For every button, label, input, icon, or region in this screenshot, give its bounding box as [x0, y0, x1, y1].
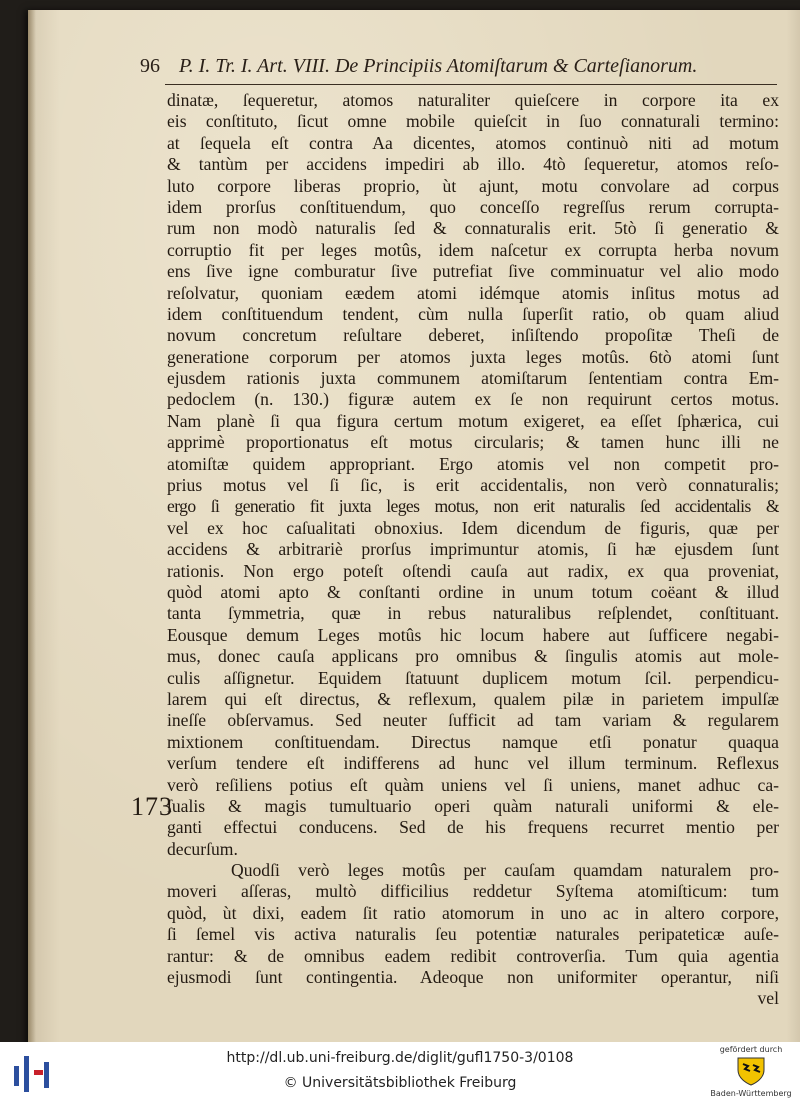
page-number: 96	[140, 55, 160, 77]
text-line: mus, donec cauſa applicans pro omnibus & ſingulis atomis aut mole-	[167, 646, 779, 667]
text-line: ejusmodi ſunt contingentia. Adeoque non uniformiter operantur, niſi	[167, 967, 779, 988]
text-line: eis conſtituto, ſicut omne mobile quieſcit in ſuo connaturali termino:	[167, 111, 779, 132]
text-line: & tantùm per accidens impediri ab illo. 4tò ſequeretur, atomos reſo-	[167, 154, 779, 175]
copyright-text: © Universitätsbibliothek Freiburg	[283, 1075, 517, 1091]
text-line: novum concretum reſultare deberet, inſiſtendo propoſitæ Theſi de	[167, 325, 779, 346]
page-gutter-shadow	[28, 10, 36, 1042]
text-line: atomiſtæ quidem appropriant. Ergo atomis vel non competit pro-	[167, 453, 779, 474]
body-text	[167, 90, 779, 1010]
text-line: luto corpore liberas proprio, ùt ajunt, motu convolare ad corpus	[167, 175, 779, 196]
text-line: generatione corporum per atomos juxta leges motûs. 6tò atomi ſunt	[167, 346, 779, 367]
text-line: culis aſſignetur. Equidem ſtatuunt duplicem motum ſcil. perpendicu-	[167, 667, 779, 688]
text-line: idem prorſus conſtituendum, quo conceſſo regreſſus rerum corrupta-	[167, 196, 779, 217]
state-crest-icon	[734, 1056, 768, 1086]
text-line: ergo ſi generatio fit juxta leges motus, non erit naturalis ſed accidentalis &	[167, 496, 779, 517]
text-line: decurſum.	[167, 838, 238, 859]
sponsor-label: gefördert durch	[719, 1045, 783, 1054]
text-line: ſi ſemel vis activa naturalis ſeu potentiæ naturales peripateticæ auſe-	[167, 924, 779, 945]
sponsor-name: Baden-Württemberg	[710, 1089, 792, 1098]
text-line: pedoclem (n. 130.) figuræ autem ex ſe non requirunt certos motus.	[167, 389, 779, 410]
text-line: rationis. Non ergo poteſt oſtendi cauſa aut radix, ex qua proveniat,	[167, 560, 779, 581]
running-title: P. I. Tr. I. Art. VIII. De Principiis Atomiſtarum & Carteſianorum.	[179, 55, 698, 77]
text-line: corruptio fit per leges motûs, idem naſcetur ex corrupta herba novum	[167, 239, 779, 260]
paragraph-first-line: Quodſi verò leges motûs per cauſam quamdam naturalem pro-	[231, 860, 779, 881]
text-line: rum non modò naturalis ſed & connaturalis erit. 5tò ſi generatio &	[167, 218, 779, 239]
text-line: idem conſtituendum tendent, cùm nulla ſuperſit ratio, ob quam aliud	[167, 303, 779, 324]
text-line: larem qui eſt directus, & reflexum, qualem pilæ in parietem impulſæ	[167, 688, 779, 709]
text-line: verſum tendere eſt indifferens ad hunc vel illum terminum. Reflexus	[167, 753, 779, 774]
running-head	[140, 55, 780, 87]
text-line: moveri aſſeras, multò difficilius reddetur Syſtema atomiſticum: tum	[167, 881, 779, 902]
text-line: vel ex hoc caſualitati obnoxius. Idem dicendum de figuris, quæ per	[167, 517, 779, 538]
text-line: ejusdem rationis juxta communem atomiſtarum ſententiam contra Em-	[167, 368, 779, 389]
source-url-link[interactable]: http://dl.ub.uni-freiburg.de/diglit/gufl1750-3/0108	[226, 1050, 574, 1066]
text-line: tanta ſymmetria, quæ in rebus naturalibus reſplendet, conſtituant.	[167, 603, 779, 624]
header-rule	[165, 84, 777, 85]
text-line: Eousque demum Leges motûs hic locum habere aut ſufficere negabi-	[167, 624, 779, 645]
text-line: mixtionem conſtituendam. Directus namque etſi ponatur quaqua	[167, 731, 779, 752]
text-line: verò reſiliens potius eſt quàm uniens vel ſi uniens, manet adhuc ca-	[167, 774, 779, 795]
catchword: vel	[757, 988, 779, 1009]
marginal-paragraph-number: 173	[131, 792, 173, 821]
sponsor-block	[710, 1045, 792, 1103]
text-line: apprimè proportionatus eſt motus circularis; & tamen hunc illi ne	[167, 432, 779, 453]
text-line: ganti effectui conducens. Sed de his frequens recurret mentio per	[167, 817, 779, 838]
text-line: at ſequela eſt contra Aa dicentes, atomos continuò niti ad motum	[167, 132, 779, 153]
text-line: reſolvatur, quoniam eædem atomi idémque atomis inſitus motus ad	[167, 282, 779, 303]
text-line: quòd, ùt dixi, eadem ſit ratio atomorum in uno ac in altero corpore,	[167, 902, 779, 923]
viewer-footer	[0, 1042, 800, 1104]
text-line: Nam planè ſi qua figura certum motum exigeret, ea eſſet ſphærica, cui	[167, 410, 779, 431]
text-line: rantur: & de omnibus eadem redibit controverſia. Tum quia agentia	[167, 945, 779, 966]
text-line: ens ſive igne comburatur ſive putrefiat ſive comminuatur vel alio modo	[167, 261, 779, 282]
text-line: dinatæ, ſequeretur, atomos naturaliter quieſcere in corpore ita ex	[167, 90, 779, 110]
text-line: quòd atomi apto & conſtanti ordine in unum totum coëant & illud	[167, 581, 779, 602]
text-line: accidens & arbitrariè prorſus imprimuntur atomis, ſi hæ ejusdem ſunt	[167, 539, 779, 560]
text-line: ſualis & magis tumultuario operi quàm naturali uniformi & ele-	[167, 795, 779, 816]
text-line: ineſſe obſervamus. Sed neuter ſufficit ad tam variam & regularem	[167, 710, 779, 731]
text-line: prius motus vel ſi ſic, is erit accidentalis, non verò connaturalis;	[167, 475, 779, 496]
